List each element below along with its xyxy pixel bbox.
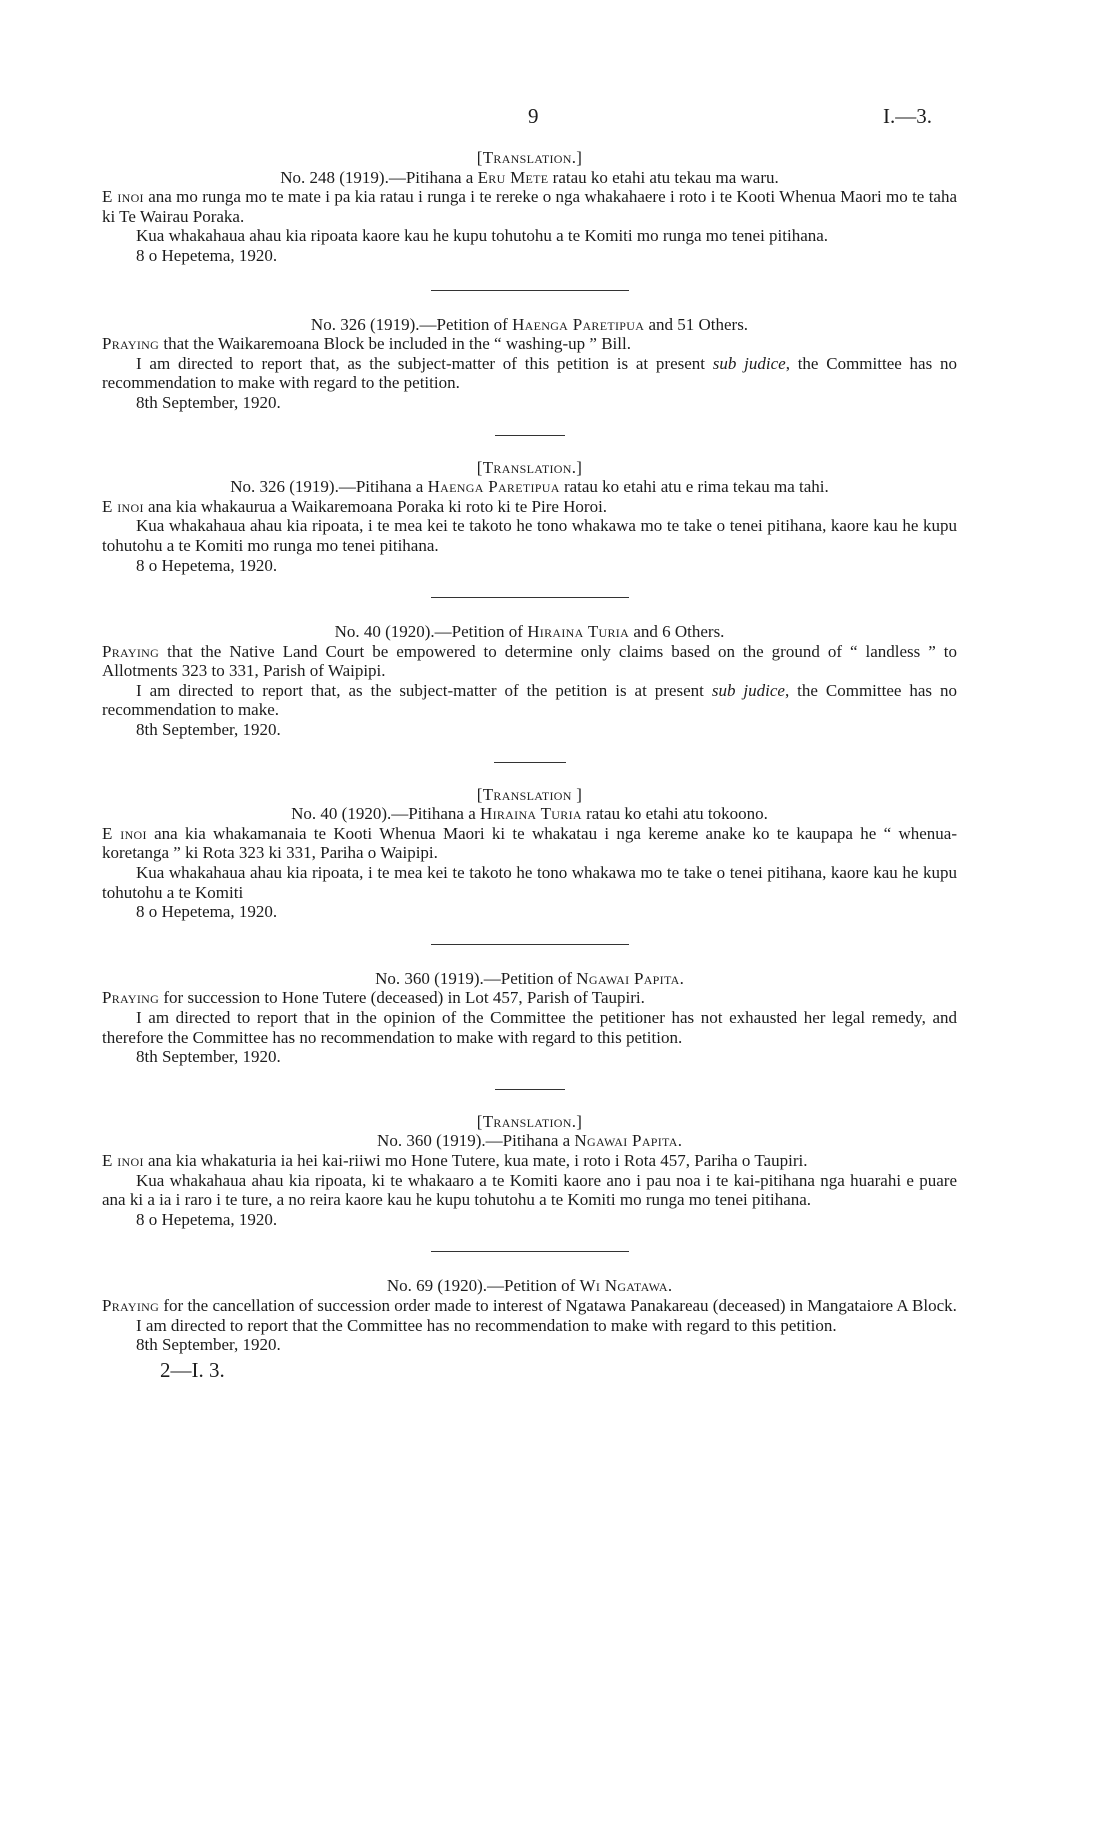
prayer-lead: Praying xyxy=(102,988,160,1008)
section-petition-69 xyxy=(102,1276,957,1354)
heading-post: and 51 Others. xyxy=(644,314,749,334)
prayer-lead: E inoi xyxy=(102,823,147,843)
prayer-lead: E inoi xyxy=(102,496,144,516)
section-translation-360 xyxy=(102,1112,957,1230)
translation-label: [Translation.] xyxy=(476,457,583,477)
translation-label: [Translation.] xyxy=(476,148,583,167)
prayer-paragraph xyxy=(102,988,957,1008)
section-translation-40 xyxy=(102,785,957,922)
prayer-body: for the cancellation of succession order made to interest of Ngatawa Panakareau (deceased) in Mangataiore A Block. xyxy=(159,1295,957,1315)
report-date: 8th September, 1920. xyxy=(136,720,281,740)
report-paragraph: Kua whakahaua ahau kia ripoata, ki te whakaaro a te Komiti kaore ano i pau noa i te kai-pitihana nga huarahi e puare ana ki a ia i raro i te ture, a no reira kaore kau he kupu tohutohu a te Komiti mo runga mo tenei pitihana. xyxy=(102,1170,957,1210)
prayer-body: ana kia whakaturia ia hei kai-riiwi mo Hone Tutere, kua mate, i roto i Rota 457, Pariha o Taupiri. xyxy=(143,1150,808,1170)
report-date: 8 o Hepetema, 1920. xyxy=(136,245,278,265)
heading-pre: No. 40 (1920).—Pitihana a xyxy=(291,804,480,824)
section-petition-40 xyxy=(102,622,957,740)
heading-post: . xyxy=(677,1131,682,1151)
prayer-paragraph xyxy=(102,334,957,354)
prayer-lead: E inoi xyxy=(102,1150,144,1170)
report-paragraph: I am directed to report that, as the subject-matter of this petition is at present sub judice, the Committee has no recommendation to make with regard to the petition. xyxy=(102,353,957,393)
petitioner-name: Ngawai Papita xyxy=(574,1131,678,1151)
printer-signature: 2—I. 3. xyxy=(160,1357,225,1382)
report-date: 8 o Hepetema, 1920. xyxy=(136,555,278,575)
latin-phrase: sub judice xyxy=(712,353,786,373)
heading-pre: No. 326 (1919).—Petition of xyxy=(310,314,513,334)
report-date: 8th September, 1920. xyxy=(136,1047,281,1067)
heading-post: ratau ko etahi atu e rima tekau ma tahi. xyxy=(559,477,829,497)
prayer-body: that the Waikaremoana Block be included in the “ washing-up ” Bill. xyxy=(159,334,631,354)
latin-phrase: sub judice xyxy=(711,680,785,700)
heading-post: . xyxy=(667,1276,673,1296)
report-paragraph: I am directed to report that the Committee has no recommendation to make with regard to this petition. xyxy=(136,1315,837,1335)
section-petition-360 xyxy=(102,969,957,1067)
report-paragraph: Kua whakahaua ahau kia ripoata, i te mea kei te takoto he tono whakawa mo te take o tenei pitihana, kaore kau he kupu tohutohu a te Komiti mo runga mo tenei pitihana. xyxy=(102,516,957,555)
report-paragraph: I am directed to report that, as the subject-matter of the petition is at present sub judice, the Committee has no recommendation to make. xyxy=(102,680,958,720)
prayer-paragraph xyxy=(102,1151,957,1171)
heading-pre: No. 360 (1919).—Petition of xyxy=(375,968,577,988)
prayer-lead: Praying xyxy=(102,334,160,354)
petitioner-name: Haenga Paretipua xyxy=(512,314,645,334)
prayer-paragraph xyxy=(102,824,957,863)
page-number: 9 xyxy=(528,104,539,128)
petitioner-name: Wi Ngatawa xyxy=(579,1276,668,1296)
content-column xyxy=(102,148,957,1380)
prayer-lead: Praying xyxy=(102,1295,160,1315)
report-paragraph: Kua whakahaua ahau kia ripoata kaore kau he kupu tohutohu a te Komiti mo runga mo tenei pitihana. xyxy=(136,226,829,246)
petition-heading xyxy=(102,1276,957,1296)
prayer-lead: E inoi xyxy=(102,187,144,207)
petition-heading xyxy=(102,1131,957,1151)
section-translation-248 xyxy=(102,148,957,266)
report-paragraph: I am directed to report that in the opinion of the Committee the petitioner has not exhausted her legal remedy, and therefore the Committee has no recommendation to make with regard to this petition. xyxy=(102,1008,957,1047)
prayer-body: for succession to Hone Tutere (deceased) in Lot 457, Parish of Taupiri. xyxy=(159,988,645,1008)
report-date: 8 o Hepetema, 1920. xyxy=(136,902,278,922)
petition-heading xyxy=(102,969,957,989)
prayer-paragraph xyxy=(102,1296,957,1316)
section-translation-326 xyxy=(102,458,957,576)
heading-post: ratau ko etahi atu tokoono. xyxy=(581,804,768,824)
prayer-paragraph xyxy=(102,642,957,681)
prayer-body: that the Native Land Court be empowered to determine only claims based on the ground of “ landless ” to Allotments 323 to 331, Parish of Waipipi. xyxy=(102,641,957,681)
heading-pre: No. 248 (1919).—Pitihana a xyxy=(280,167,478,187)
petition-heading xyxy=(102,315,957,335)
heading-post: ratau ko etahi atu tekau ma waru. xyxy=(548,167,779,187)
translation-label: [Translation.] xyxy=(476,1111,583,1131)
heading-pre: No. 69 (1920).—Petition of xyxy=(386,1276,580,1296)
heading-post: and 6 Others. xyxy=(629,622,725,642)
petition-heading xyxy=(102,477,957,497)
petitioner-name: Ngawai Papita xyxy=(576,968,680,988)
prayer-paragraph xyxy=(102,187,957,226)
petition-heading xyxy=(102,622,957,642)
heading-pre: No. 360 (1919).—Pitihana a xyxy=(377,1131,575,1151)
petition-heading xyxy=(102,168,957,188)
petitioner-name: Eru Mete xyxy=(477,167,549,187)
petitioner-name: Hiraina Turia xyxy=(480,804,582,824)
section-petition-326 xyxy=(102,315,957,413)
heading-pre: No. 326 (1919).—Pitihana a xyxy=(230,477,428,497)
heading-pre: No. 40 (1920).—Petition of xyxy=(334,622,528,642)
prayer-lead: Praying xyxy=(102,641,160,661)
report-date: 8th September, 1920. xyxy=(136,1335,281,1355)
translation-label: [Translation ] xyxy=(476,784,583,804)
petition-heading xyxy=(102,804,957,824)
petitioner-name: Hiraina Turia xyxy=(527,622,630,642)
report-date: 8th September, 1920. xyxy=(136,392,281,412)
document-reference: I.—3. xyxy=(883,104,932,128)
petitioner-name: Haenga Paretipua xyxy=(427,477,560,497)
heading-post: . xyxy=(679,968,684,988)
report-date: 8 o Hepetema, 1920. xyxy=(136,1209,278,1229)
prayer-body: ana kia whakamanaia te Kooti Whenua Maori ki te whakatau i nga kereme anake ko te kaupapa he “ whenua-koretanga ” ki Rota 323 ki 331, Pariha o Waipipi. xyxy=(102,823,957,863)
prayer-body: ana mo runga mo te mate i pa kia ratau i runga i te rereke o nga whakahaere i roto i te Kooti Whenua Maori mo te taha ki Te Wairau Poraka. xyxy=(102,187,958,226)
prayer-body: ana kia whakaurua a Waikaremoana Poraka ki roto ki te Pire Horoi. xyxy=(143,496,608,516)
report-paragraph: Kua whakahaua ahau kia ripoata, i te mea kei te takoto he tono whakawa mo te take o tenei pitihana, kaore kau he kupu tohutohu a te Komiti xyxy=(102,863,957,902)
prayer-paragraph xyxy=(102,497,957,517)
